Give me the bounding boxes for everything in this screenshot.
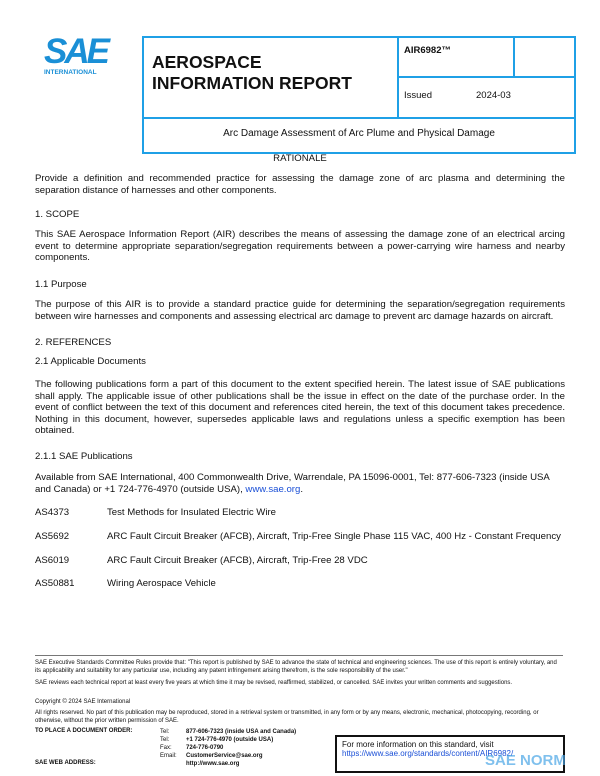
rationale-text: Provide a definition and recommended practice for assessing the damage zone of arc plasma and determining the separation distance of harnesses and other components. [35, 173, 565, 196]
footer-rules: SAE Executive Standards Committee Rules provide that: "This report is published by SAE to advance the state of technical and engineering sciences. The use of this report is entirely voluntary, and its applicability and suitability for any particular use, including any patent infringement arising therefrom, is the sole responsibility of the user." [35, 660, 557, 674]
logo-subtext: INTERNATIONAL [44, 69, 97, 76]
report-type: AEROSPACE INFORMATION REPORT [152, 52, 352, 93]
web-label: SAE WEB ADDRESS: [35, 760, 96, 766]
applicable-text: The following publications form a part of this document to the extent specified herein. The latest issue of SAE publications shall apply. The applicable issue of other publications shall be the issue in effect on the date of the purchase order. In the event of conflict between the text of this document and references cited herein, the text of this document takes precedence. Nothing in this document, however, supersedes applicable laws and regulations unless a specific exemption has been obtained. [35, 379, 565, 436]
issued-label: Issued [404, 90, 432, 101]
footer-rights: All rights reserved. No part of this publication may be reproduced, stored in a retrieval system or transmitted, in any form or by any means, electronic, mechanical, photocopying, recording, or otherwise, without the prior written permission of SAE. [35, 710, 539, 724]
header-box [142, 36, 576, 154]
reference-code: AS5692 [35, 531, 70, 542]
sae-logo [44, 32, 119, 76]
reference-code: AS6019 [35, 555, 70, 566]
reference-desc: ARC Fault Circuit Breaker (AFCB), Aircraft, Trip-Free 28 VDC [107, 555, 368, 566]
applicable-heading: 2.1 Applicable Documents [35, 356, 146, 367]
logo-text: SAE [44, 32, 107, 71]
sae-pubs-heading: 2.1.1 SAE Publications [35, 451, 133, 462]
reference-desc: Test Methods for Insulated Electric Wire [107, 507, 277, 518]
references-heading: 2. REFERENCES [35, 337, 112, 348]
standard-link[interactable]: https://www.sae.org/standards/content/AIR6982/ [342, 749, 514, 758]
sae-pubs-text: Available from SAE International, 400 Commonwealth Drive, Warrendale, PA 15096-0001, Tel: 877-606-7323 (inside USA and Canada) or +1 724-776-4970 (outside USA), www.sae.org. [35, 472, 550, 495]
doc-number: AIR6982™ [404, 45, 451, 56]
reference-code: AS50881 [35, 578, 75, 589]
sae-website-link[interactable]: www.sae.org [245, 483, 301, 495]
order-label: TO PLACE A DOCUMENT ORDER: [35, 728, 133, 734]
document-title: Arc Damage Assessment of Arc Plume and Physical Damage [223, 128, 495, 139]
reference-desc: ARC Fault Circuit Breaker (AFCB), Aircraft, Trip-Free Single Phase 115 VAC, 400 Hz - Constant Frequency [107, 531, 561, 542]
scope-text: This SAE Aerospace Information Report (AIR) describes the means of assessing the damage zone of an electrical arcing event to determine appropriate separation/segregation requirements between a power-carrying wire harness and nearby components. [35, 229, 565, 263]
reference-desc: Wiring Aerospace Vehicle [107, 578, 216, 589]
reference-code: AS4373 [35, 507, 70, 518]
issued-date: 2024-03 [476, 90, 511, 101]
web-address: http://www.sae.org [186, 761, 240, 767]
info-text: For more information on this standard, visit [342, 740, 494, 749]
contact-list: Tel: 877-606-7323 (inside USA and Canada) Tel: +1 724-776-4970 (outside USA) Fax: 724-776-0790 Email: CustomerService@sae.org http://www.sae.org [160, 729, 297, 767]
rationale-heading: RATIONALE [273, 153, 327, 164]
footer-copyright: Copyright © 2024 SAE International [35, 699, 131, 705]
footer-divider [35, 655, 563, 656]
footer-review: SAE reviews each technical report at least every five years at which time it may be revised, reaffirmed, stabilized, or cancelled. SAE invites your written comments and suggestions. [35, 680, 513, 686]
watermark: SAE NORM [485, 752, 566, 769]
scope-heading: 1. SCOPE [35, 209, 80, 220]
purpose-heading: 1.1 Purpose [35, 279, 87, 290]
purpose-text: The purpose of this AIR is to provide a standard practice guide for determining the separation/segregation requirements between wire harnesses and components and assessing electrical arc damage to prevent arc damage hazards on aircraft. [35, 299, 565, 322]
